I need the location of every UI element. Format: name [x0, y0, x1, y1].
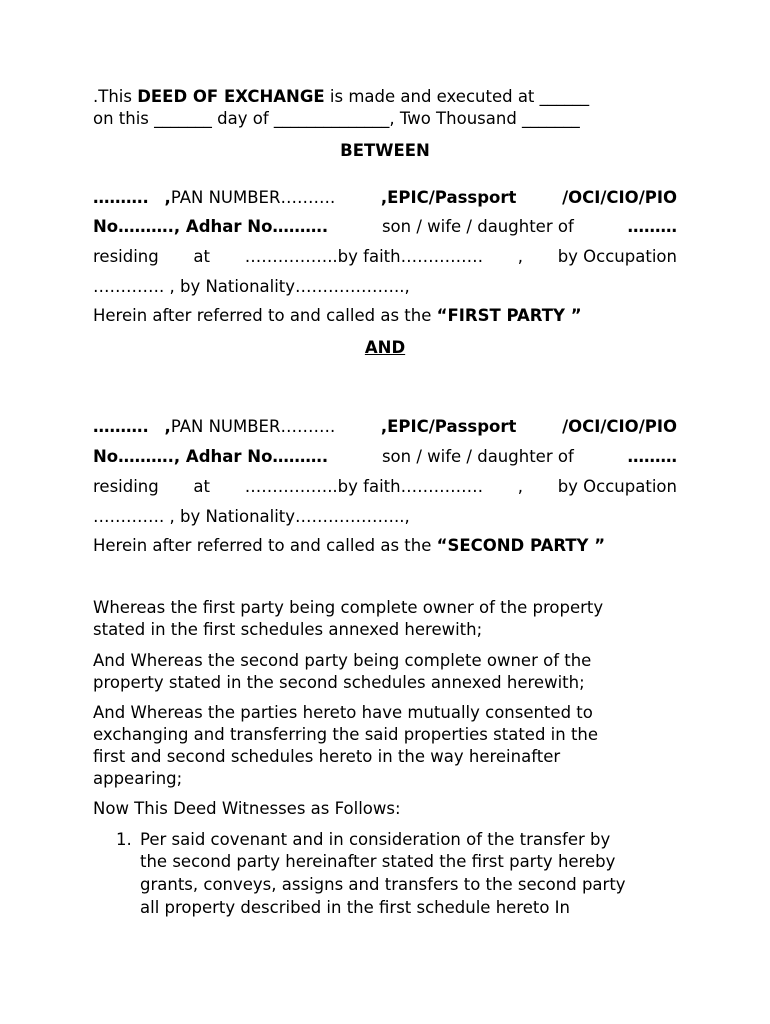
and-heading: AND [364, 338, 406, 357]
whereas-1-line-1: Whereas the first party being complete owner of the property [93, 598, 604, 617]
clause-1-line-4: all property described in the first schedule hereto In [140, 898, 571, 917]
between-heading: BETWEEN [340, 141, 430, 160]
first-party-line-3: residing at ……………..by faith…………… , by Occupation [93, 247, 677, 266]
whereas-3-line-3: first and second schedules hereto in the way hereinafter [93, 747, 561, 766]
whereas-3-line-1: And Whereas the parties hereto have mutually consented to [93, 703, 593, 722]
clause-1-number: 1. [116, 830, 132, 849]
clause-1-line-3: grants, conveys, assigns and transfers to the second party [140, 875, 626, 894]
clause-1-line-1: Per said covenant and in consideration of the transfer by [140, 830, 611, 849]
second-party-line-4: …………. , by Nationality……………….., [93, 507, 410, 526]
second-party-line-2: No………., Adhar No………. son / wife / daughter of ……… [93, 447, 677, 466]
second-party-line-1: ………. ,PAN NUMBER………. ,EPIC/Passport /OCI/CIO/PIO [93, 417, 677, 436]
whereas-2-line-1: And Whereas the second party being complete owner of the [93, 651, 592, 670]
whereas-2-line-2: property stated in the second schedules annexed herewith; [93, 673, 585, 692]
clause-1-line-2: the second party hereinafter stated the first party hereby [140, 852, 616, 871]
intro-line-1: .This DEED OF EXCHANGE is made and executed at ______ [93, 87, 590, 106]
whereas-3-line-2: exchanging and transferring the said properties stated in the [93, 725, 599, 744]
second-party-line-3: residing at ……………..by faith…………… , by Occupation [93, 477, 677, 496]
first-party-line-2: No………., Adhar No………. son / wife / daughter of ……… [93, 217, 677, 236]
second-party-herein: Herein after referred to and called as the “SECOND PARTY ” [93, 536, 606, 555]
first-party-herein: Herein after referred to and called as the “FIRST PARTY ” [93, 306, 582, 325]
intro-line-2: on this _______ day of ______________, Two Thousand _______ [93, 109, 580, 128]
first-party-line-1: ………. ,PAN NUMBER………. ,EPIC/Passport /OCI/CIO/PIO [93, 188, 677, 207]
whereas-3-line-4: appearing; [93, 769, 183, 788]
first-party-line-4: …………. , by Nationality……………….., [93, 277, 410, 296]
witnesses-line: Now This Deed Witnesses as Follows: [93, 799, 401, 818]
whereas-1-line-2: stated in the first schedules annexed herewith; [93, 620, 483, 639]
